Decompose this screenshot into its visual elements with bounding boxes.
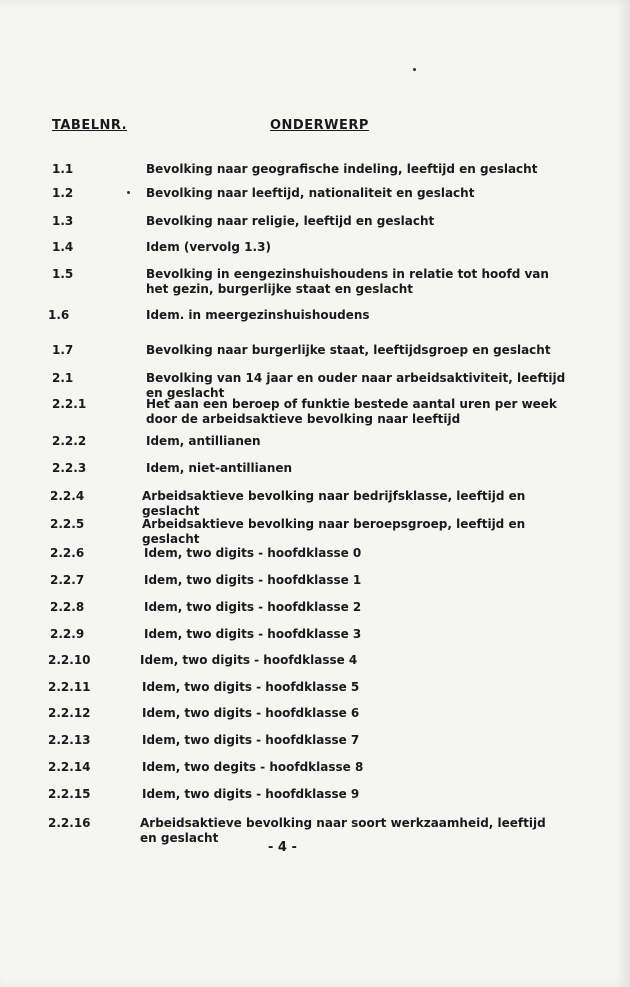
table-subject: Bevolking naar religie, leeftijd en geslacht [146,214,435,228]
table-subject: Bevolking naar geografische indeling, leeftijd en geslacht [146,162,538,176]
table-number: 2.2.11 [48,680,91,694]
table-number: 2.2.4 [50,489,85,503]
table-number: 2.2.14 [48,760,91,774]
table-subject: Idem, two digits - hoofdklasse 1 [144,573,362,587]
table-number: 1.2 [52,186,74,200]
table-number: 1.3 [52,214,74,228]
table-subject: Idem, two digits - hoofdklasse 7 [142,733,360,747]
table-number: 2.1 [52,371,74,385]
speck [127,191,130,194]
table-number: 2.2.13 [48,733,91,747]
table-number: 2.2.8 [50,600,85,614]
table-number: 2.2.16 [48,816,91,830]
table-number: 2.2.10 [48,653,91,667]
table-number: 2.2.1 [52,397,87,411]
table-subject: Bevolking in eengezinshuishoudens in relatie tot hoofd van het gezin, burgerlijke staat en geslacht [146,267,549,296]
table-number: 2.2.12 [48,706,91,720]
table-subject: Idem, two digits - hoofdklasse 4 [140,653,358,667]
table-subject: Idem, two digits - hoofdklasse 2 [144,600,362,614]
table-number: 2.2.9 [50,627,85,641]
table-subject: Idem, two digits - hoofdklasse 6 [142,706,360,720]
table-number: 2.2.15 [48,787,91,801]
table-number: 2.2.3 [52,461,87,475]
table-subject: Idem (vervolg 1.3) [146,240,271,254]
table-number: 2.2.7 [50,573,85,587]
speck [413,68,416,71]
table-number: 2.2.6 [50,546,85,560]
table-subject: Arbeidsaktieve bevolking naar soort werkzaamheid, leeftijd en geslacht [140,816,546,845]
table-number: 2.2.2 [52,434,87,448]
table-subject: Het aan een beroep of funktie bestede aantal uren per week door de arbeidsaktieve bevolking naar leeftijd [146,397,557,426]
table-subject: Arbeidsaktieve bevolking naar beroepsgroep, leeftijd en geslacht [142,517,526,546]
table-number: 2.2.5 [50,517,85,531]
table-number: 1.4 [52,240,74,254]
table-subject: Idem. in meergezinshuishoudens [146,308,370,322]
table-subject: Idem, two degits - hoofdklasse 8 [142,760,364,774]
table-subject: Idem, niet-antillianen [146,461,293,475]
table-subject: Bevolking naar burgerlijke staat, leeftijdsgroep en geslacht [146,343,551,357]
table-subject: Bevolking naar leeftijd, nationaliteit en geslacht [146,186,475,200]
table-subject: Idem, two digits - hoofdklasse 0 [144,546,362,560]
table-number: 1.6 [48,308,70,322]
table-number: 1.1 [52,162,74,176]
table-subject: Bevolking van 14 jaar en ouder naar arbeidsaktiviteit, leeftijd en geslacht [146,371,566,400]
table-subject: Idem, antillianen [146,434,261,448]
table-subject: Arbeidsaktieve bevolking naar bedrijfsklasse, leeftijd en geslacht [142,489,526,518]
table-number: 1.5 [52,267,74,281]
table-number: 1.7 [52,343,74,357]
table-subject: Idem, two digits - hoofdklasse 9 [142,787,360,801]
table-subject: Idem, two digits - hoofdklasse 5 [142,680,360,694]
column-header-number: TABELNR. [52,118,128,133]
page-number: - 4 - [268,840,297,855]
table-subject: Idem, two digits - hoofdklasse 3 [144,627,362,641]
column-header-subject: ONDERWERP [270,118,369,133]
